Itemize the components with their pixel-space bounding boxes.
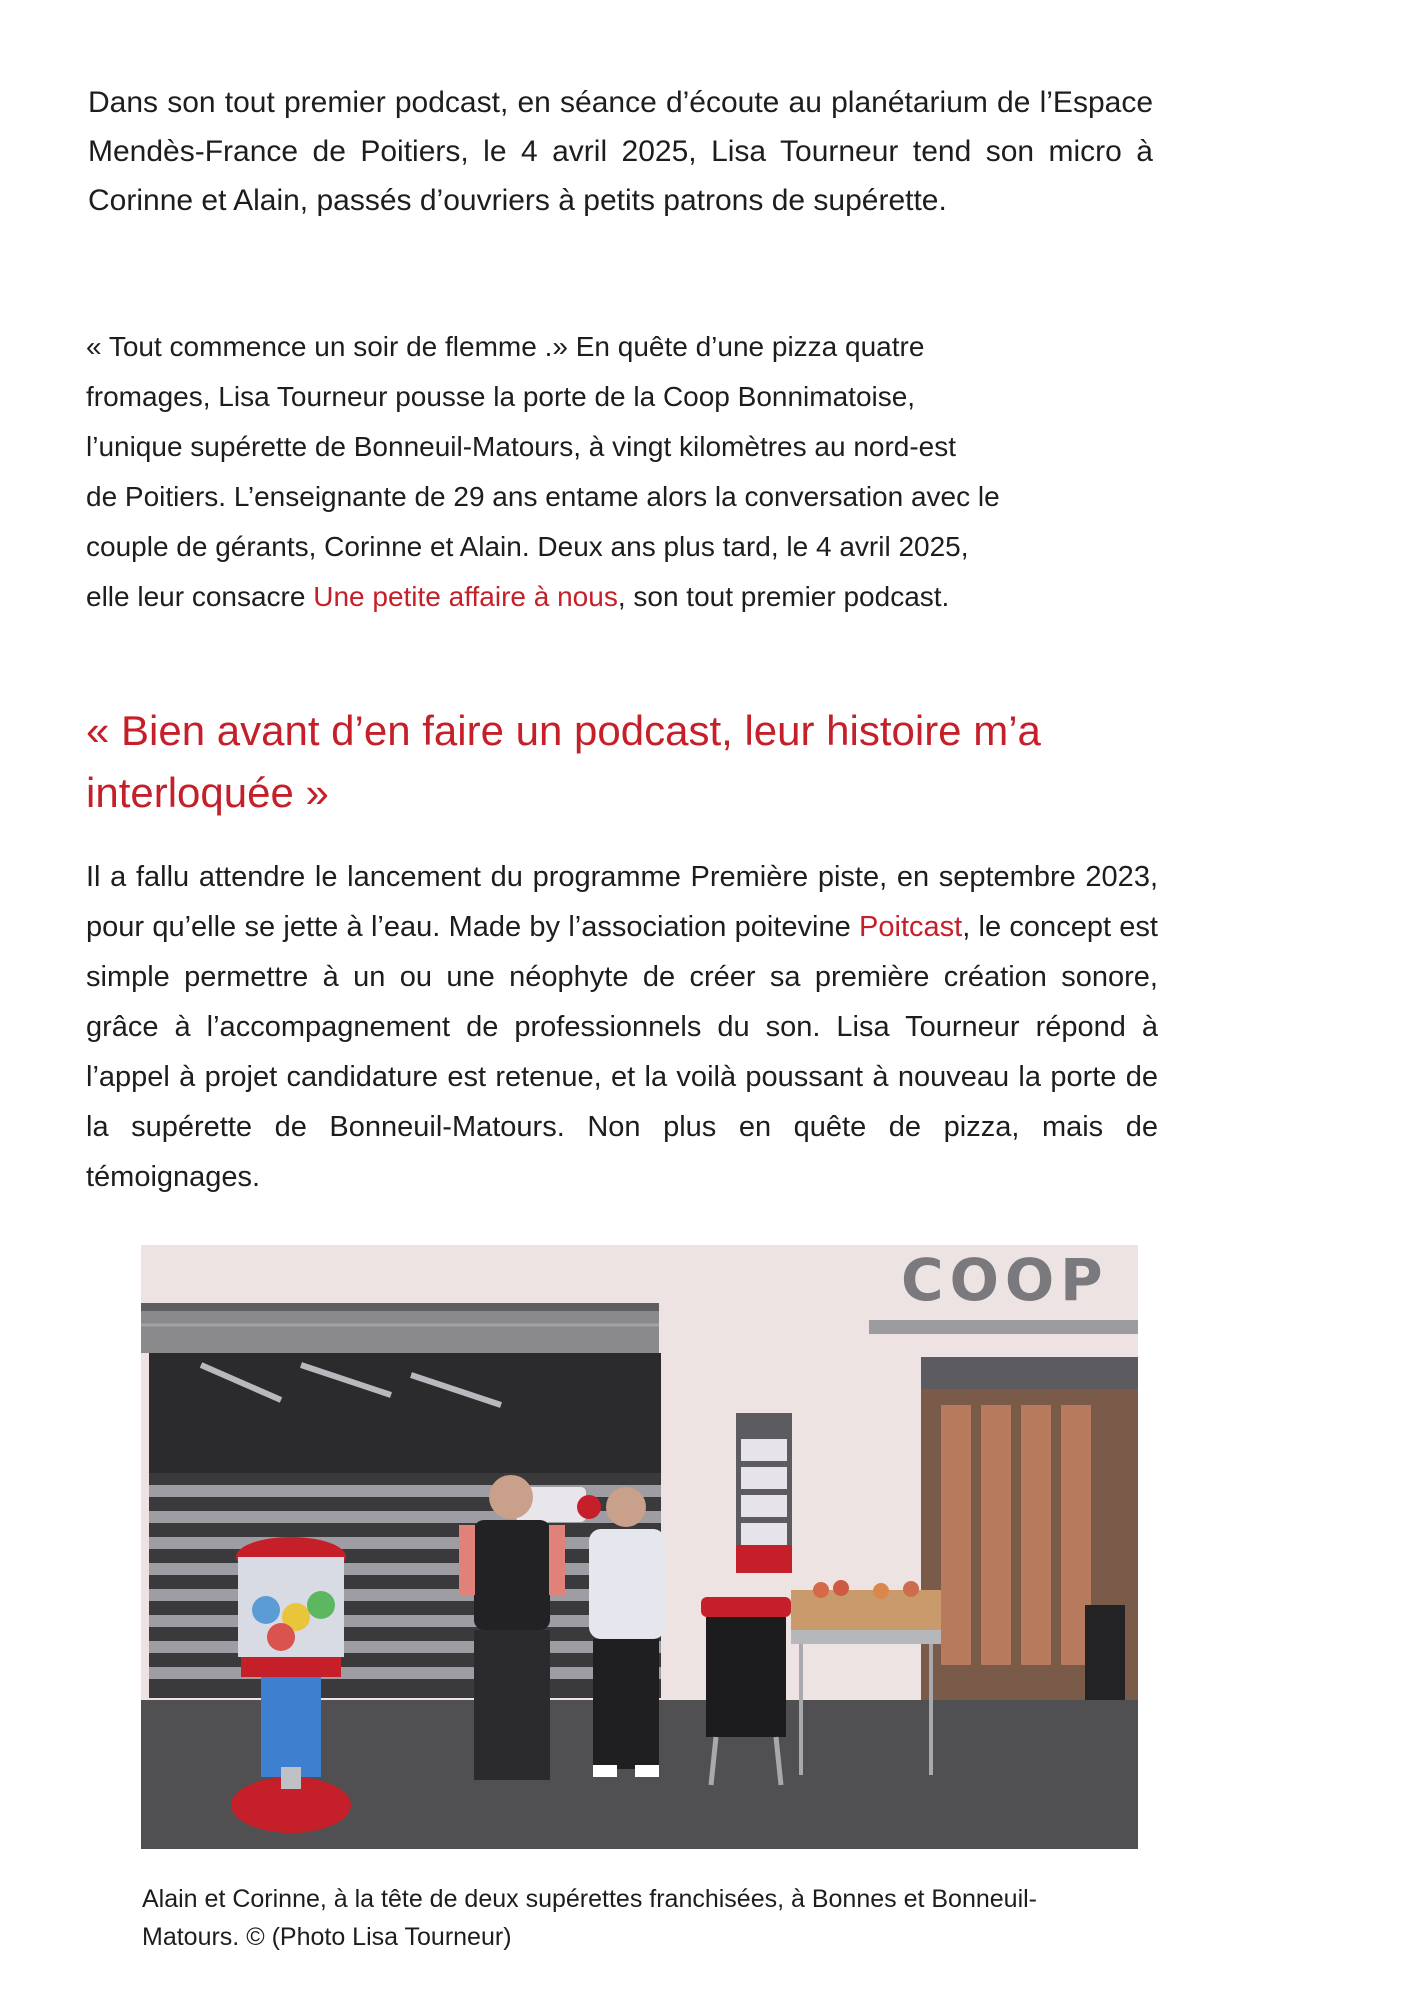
person-corinne — [589, 1487, 665, 1777]
sign-bar — [869, 1320, 1138, 1334]
podcast-link[interactable]: Une petite affaire à nous — [313, 581, 618, 612]
paragraph-1-line: l’unique supérette de Bonneuil-Matours, à vingt kilomètres au nord-est — [86, 431, 957, 462]
heading-line: « Bien avant d’en faire un podcast, leur histoire m’a — [86, 707, 1041, 754]
coop-sign: COOP — [901, 1246, 1109, 1314]
paragraph-1-line: « Tout commence un soir de flemme .» En quête d’une pizza quatre — [86, 331, 925, 362]
paragraph-1-line: de Poitiers. L’enseignante de 29 ans entame alors la conversation avec le — [86, 481, 1000, 512]
body-paragraph-1 — [86, 322, 1176, 622]
paragraph-1-line: fromages, Lisa Tourneur pousse la porte de la Coop Bonnimatoise, — [86, 381, 916, 412]
caption-line: Alain et Corinne, à la tête de deux supérettes franchisées, à Bonnes et Bonneuil- — [142, 1885, 1038, 1913]
photo-caption — [142, 1880, 1182, 1956]
paragraph-1-text: elle leur consacre — [86, 581, 314, 612]
paragraph-2-text: Il a fallu attendre le lancement du programme Première piste, en septembre 2023, pour qu’elle se jette à l’eau. Made by l’association poitevine — [86, 861, 1158, 943]
section-heading — [86, 700, 1186, 824]
poitcast-link[interactable]: Poitcast — [859, 911, 963, 943]
paragraph-1-text: , son tout premier podcast. — [617, 581, 950, 612]
storefront-illustration — [141, 1245, 1138, 1849]
intro-paragraph: Dans son tout premier podcast, en séance d’écoute au planétarium de l’Espace Mendès-France de Poitiers, le 4 avril 2025, Lisa Tourneur tend son micro à Corinne et Alain, passés d’ouvriers à petits patrons de supérette. — [88, 86, 1153, 217]
body-paragraph-2 — [86, 852, 1158, 1202]
heading-line: interloquée » — [86, 769, 329, 816]
paragraph-2-text: , le concept est simple permettre à un ou une néophyte de créer sa première création sonore, grâce à l’accompagnement de professionnels du son. Lisa Tourneur répond à l’appel à projet candidature est retenue, et la voilà poussant à nouveau la porte de la supérette de Bonneuil-Matours. Non plus en quête de pizza, mais de témoignages. — [86, 911, 1158, 1193]
caption-line: Matours. © (Photo Lisa Tourneur) — [142, 1923, 512, 1951]
paragraph-1-line: couple de gérants, Corinne et Alain. Deux ans plus tard, le 4 avril 2025, — [86, 531, 969, 562]
storefront-photo — [141, 1245, 1138, 1849]
